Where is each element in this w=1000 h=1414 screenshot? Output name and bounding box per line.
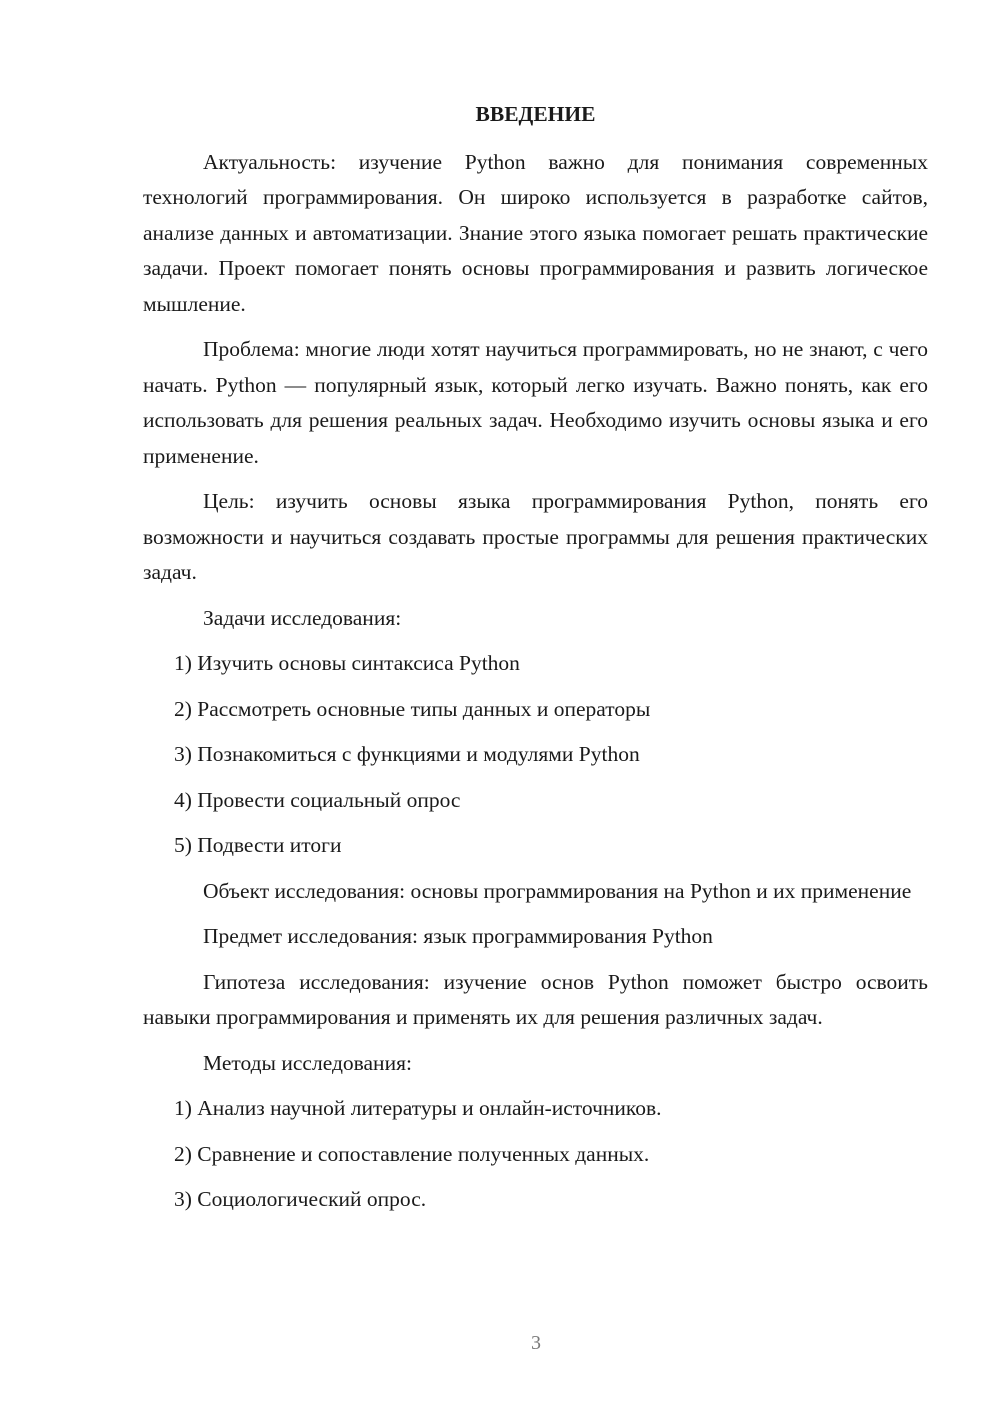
list-item: 2) Сравнение и сопоставление полученных данных.	[174, 1141, 650, 1166]
list-item: 3) Социологический опрос.	[174, 1187, 427, 1211]
list-item: 3) Познакомиться с функциями и модулями Python	[174, 742, 640, 766]
tasks-list	[143, 646, 928, 864]
page-number: 3	[531, 1332, 541, 1354]
methods-label: Методы исследования:	[203, 1050, 412, 1075]
page-content	[143, 97, 928, 1228]
subject-paragraph: Предмет исследования: язык программирования Python	[203, 924, 713, 948]
relevance-paragraph: Актуальность: изучение Python важно для понимания современных технологий программирования. Он широко используется в разработке сайтов, анализе данных и автоматизации. Знание этого языка помогает решать практические задачи. Проект помогает понять основы программирования и развить логическое мышление.	[143, 149, 928, 316]
list-item: 5) Подвести итоги	[174, 833, 342, 857]
methods-list	[143, 1091, 928, 1218]
problem-paragraph: Проблема: многие люди хотят научиться программировать, но не знают, с чего начать. Python — популярный язык, который легко изучать. Важно понять, как его использовать для решения реальных задач. Необходимо изучить основы языка и его применение.	[143, 337, 928, 468]
list-item: 1) Анализ научной литературы и онлайн-источников.	[174, 1096, 662, 1120]
list-item: 4) Провести социальный опрос	[174, 787, 461, 812]
object-paragraph: Объект исследования: основы программирования на Python и их применение	[203, 878, 912, 903]
list-item: 2) Рассмотреть основные типы данных и операторы	[174, 696, 651, 721]
tasks-label: Задачи исследования:	[203, 605, 402, 630]
list-item: 1) Изучить основы синтаксиса Python	[174, 651, 520, 675]
hypothesis-paragraph: Гипотеза исследования: изучение основ Python поможет быстро освоить навыки программирования и применять их для решения различных задач.	[143, 969, 928, 1029]
section-heading: ВВЕДЕНИЕ	[475, 102, 596, 126]
goal-paragraph: Цель: изучить основы языка программирования Python, понять его возможности и научиться создавать простые программы для решения практических задач.	[143, 489, 928, 584]
